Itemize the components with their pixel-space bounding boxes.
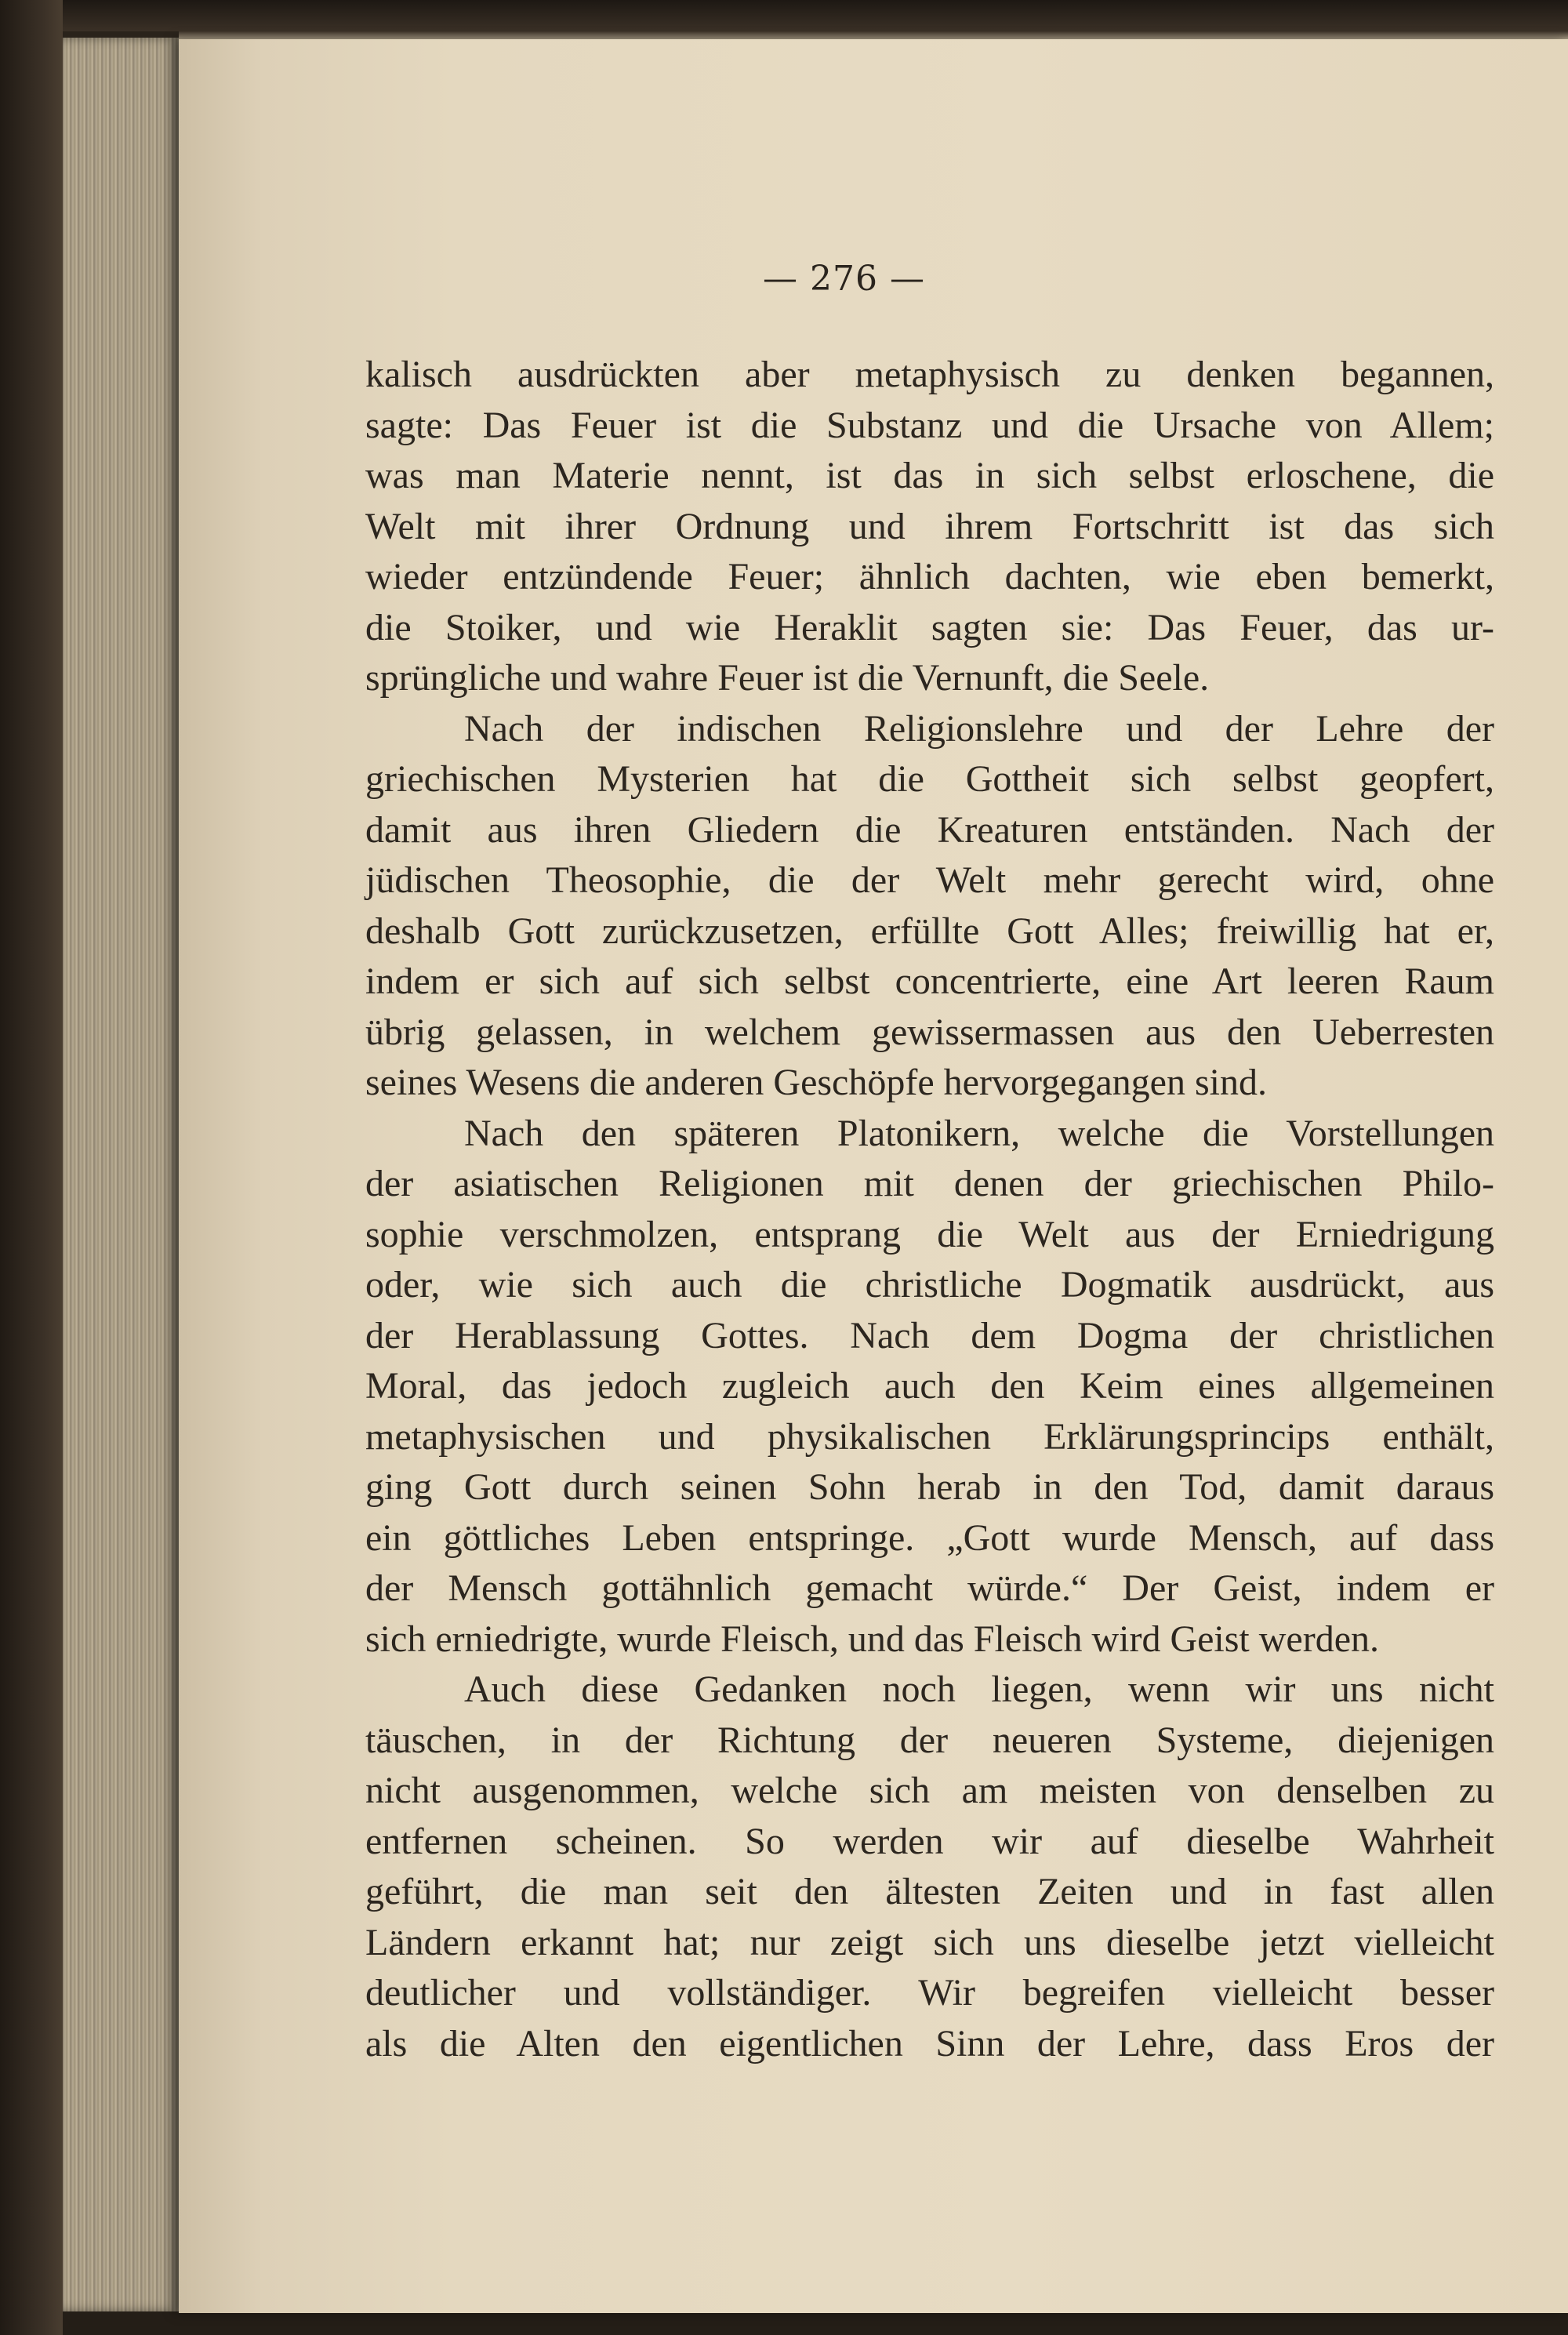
text-line: der asiatischen Religionen mit denen der griechischen Philo- (365, 1163, 1494, 1204)
text-line: ein göttliches Leben entspringe. „Gott wurde Mensch, auf dass (365, 1516, 1494, 1559)
text-line: jüdischen Theosophie, die der Welt mehr gerecht wird, ohne (365, 859, 1494, 901)
text-line: wieder entzündende Feuer; ähnlich dachten, wie eben bemerkt, (365, 556, 1494, 597)
text-line: der Mensch gottähnlich gemacht würde.“ Der Geist, indem er (365, 1567, 1494, 1609)
text-line: sophie verschmolzen, entsprang die Welt aus der Erniedrigung (365, 1213, 1494, 1255)
text-line: Ländern erkannt hat; nur zeigt sich uns dieselbe jetzt vielleicht (365, 1921, 1494, 1963)
text-line: damit aus ihren Gliedern die Kreaturen entständen. Nach der (365, 808, 1494, 851)
text-line: sagte: Das Feuer ist die Substanz und die Ursache von Allem; (365, 404, 1494, 446)
text-line: der Herablassung Gottes. Nach dem Dogma der christlichen (365, 1314, 1494, 1356)
text-line: als die Alten den eigentlichen Sinn der Lehre, dass Eros der (365, 2022, 1494, 2064)
body-text (365, 350, 1494, 2069)
text-line: Welt mit ihrer Ordnung und ihrem Fortschritt ist das sich (365, 505, 1494, 547)
text-line: Nach den späteren Platonikern, welche die Vorstellungen (464, 1112, 1494, 1154)
text-line: geführt, die man seit den ältesten Zeiten und in fast allen (365, 1871, 1494, 1912)
text-line: Moral, das jedoch zugleich auch den Keim eines allgemeinen (365, 1365, 1494, 1407)
book-cover-left (0, 0, 63, 2335)
text-line: was man Materie nennt, ist das in sich selbst erloschene, die (365, 455, 1494, 496)
text-line: Nach der indischen Religionslehre und der Lehre der (464, 707, 1494, 750)
book-cover-top (0, 0, 1568, 31)
page-number: — 276 — (763, 259, 925, 299)
text-line: die Stoiker, und wie Heraklit sagten sie: Das Feuer, das ur- (365, 606, 1494, 648)
text-line: nicht ausgenommen, welche sich am meisten von denselben zu (365, 1770, 1494, 1811)
text-line: täuschen, in der Richtung der neueren Systeme, diejenigen (365, 1719, 1494, 1761)
text-line: oder, wie sich auch die christliche Dogmatik ausdrückt, aus (365, 1264, 1494, 1305)
text-line: ging Gott durch seinen Sohn herab in den Tod, damit daraus (365, 1466, 1494, 1508)
text-line: deshalb Gott zurückzusetzen, erfüllte Gott Alles; freiwillig hat er, (365, 910, 1494, 952)
text-line: übrig gelassen, in welchem gewissermassen aus den Ueberresten (365, 1011, 1494, 1053)
text-line: seines Wesens die anderen Geschöpfe hervorgegangen sind. (365, 1062, 1267, 1103)
text-line: entfernen scheinen. So werden wir auf dieselbe Wahrheit (365, 1820, 1494, 1862)
text-line: kalisch ausdrückten aber metaphysisch zu denken begannen, (365, 354, 1494, 395)
page-edges (63, 38, 180, 2311)
text-line: Auch diese Gedanken noch liegen, wenn wir uns nicht (464, 1669, 1494, 1710)
text-line: deutlicher und vollständiger. Wir begreifen vielleicht besser (365, 1972, 1494, 2014)
text-line: metaphysischen und physikalischen Erklärungsprincips enthält, (365, 1415, 1494, 1458)
text-line: griechischen Mysterien hat die Gottheit sich selbst geopfert, (365, 758, 1494, 800)
text-line: sich erniedrigte, wurde Fleisch, und das Fleisch wird Geist werden. (365, 1618, 1380, 1660)
text-line: sprüngliche und wahre Feuer ist die Vernunft, die Seele. (365, 657, 1210, 699)
text-line: indem er sich auf sich selbst concentrierte, eine Art leeren Raum (365, 961, 1494, 1002)
